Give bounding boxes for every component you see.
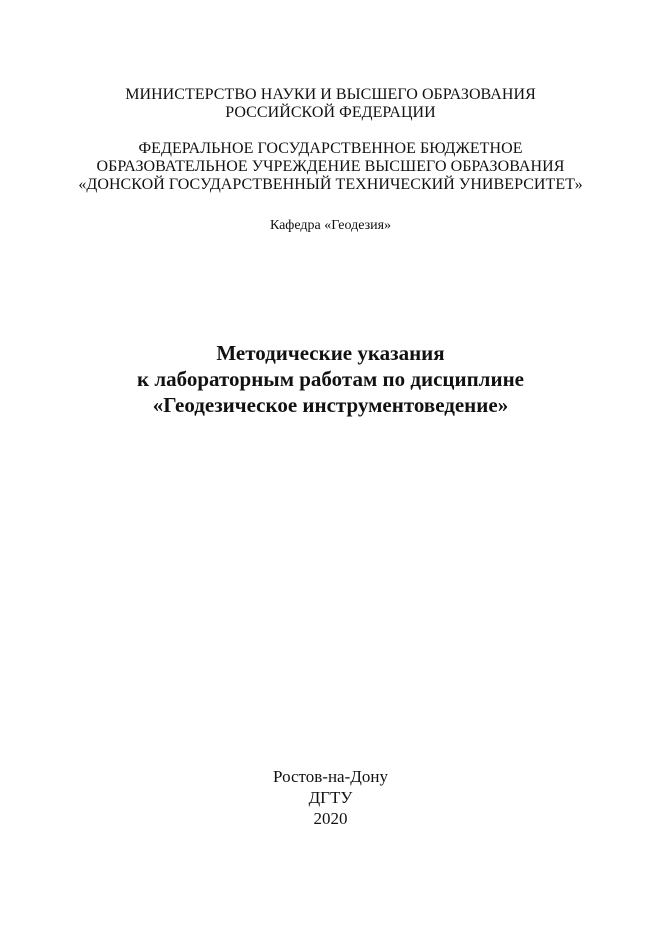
imprint-city: Ростов-на-Дону (273, 767, 388, 786)
institution-line-2: ОБРАЗОВАТЕЛЬНОЕ УЧРЕЖДЕНИЕ ВЫСШЕГО ОБРАЗОВАНИЯ (96, 158, 565, 175)
imprint-publisher: ДГТУ (308, 788, 353, 807)
title-page-header (0, 86, 661, 194)
title-line-3: «Геодезическое инструментоведение» (152, 393, 509, 417)
title-line-2: к лабораторным работам по дисциплине (136, 367, 524, 391)
institution-line-3: «ДОНСКОЙ ГОСУДАРСТВЕННЫЙ ТЕХНИЧЕСКИЙ УНИВЕРСИТЕТ» (78, 176, 583, 193)
department-name: Кафедра «Геодезия» (269, 218, 392, 233)
ministry-line-2: РОССИЙСКОЙ ФЕДЕРАЦИИ (225, 104, 436, 121)
imprint-year: 2020 (313, 809, 348, 828)
ministry-line-1: МИНИСТЕРСТВО НАУКИ И ВЫСШЕГО ОБРАЗОВАНИЯ (125, 86, 536, 103)
imprint (0, 766, 661, 829)
title-line-1: Методические указания (216, 341, 445, 365)
document-title (0, 340, 661, 418)
institution-line-1: ФЕДЕРАЛЬНОЕ ГОСУДАРСТВЕННОЕ БЮДЖЕТНОЕ (138, 140, 523, 157)
